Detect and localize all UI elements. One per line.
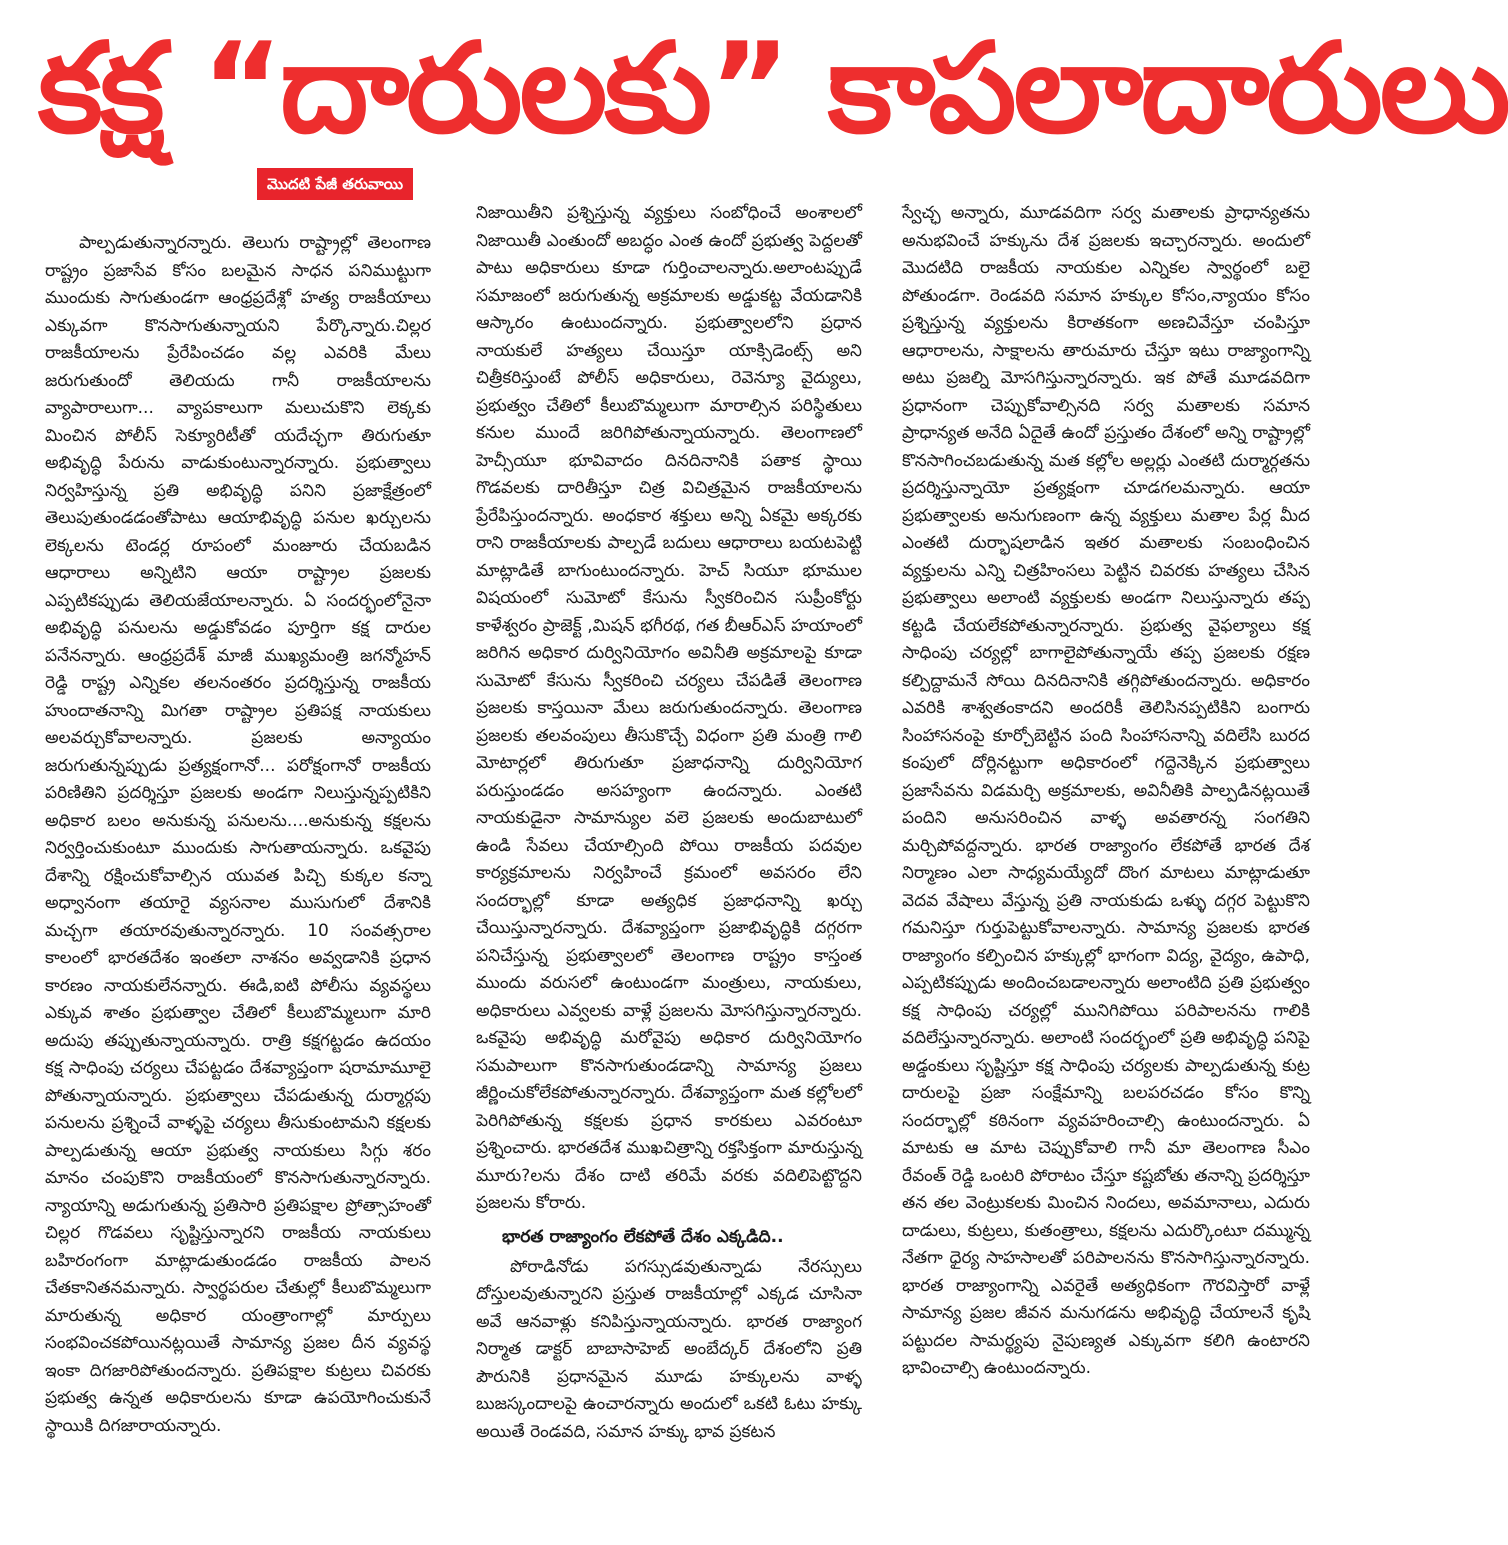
headline: కక్ష “దారులకు” కాపలాదారులు bbox=[38, 17, 1508, 161]
column1-paragraph: పాల్పడుతున్నారన్నారు. తెలుగు రాష్ట్రాల్లో తెలంగాణ రాష్ట్రం ప్రజాసేవ కోసం బలమైన సాధన పనిముట్టుగా ముందుకు సాగుతుండగా ఆంధ్రప్రదేశ్లో హత్య రాజకీయాలు ఎక్కువగా కొనసాగుతున్నాయని పేర్కొన్నారు.చిల్లర రాజకీయాలను ప్రేరేపించడం వల్ల ఎవరికి మేలు జరుగుతుందో తెలియదు గానీ రాజకీయాలను వ్యాపారాలుగా... వ్యాపకాలుగా మలుచుకొని లెక్కకు మించిన పోలీస్ సెక్యూరిటీతో యదేచ్ఛగా తిరుగుతూ అభివృద్ధి పేరును వాడుకుంటున్నారన్నారు. ప్రభుత్వాలు నిర్వహిస్తున్న ప్రతి అభివృద్ధి పనిని ప్రజాక్షేత్రంలో తెలుపుతుండడంతోపాటు ఆయాభివృద్ధి పనుల ఖర్చులను లెక్కలను టెండర్ల రూపంలో మంజూరు చేయబడిన ఆధారాలు అన్నిటిని ఆయా రాష్ట్రాల ప్రజలకు ఎప్పటికప్పుడు తెలియజేయాలన్నారు. ఏ సందర్భంలోనైనా అభివృద్ధి పనులను అడ్డుకోవడం పూర్తిగా కక్ష దారుల పనేనన్నారు. ఆంధ్రప్రదేశ్ మాజీ ముఖ్యమంత్రి జగన్మోహన్ రెడ్డి రాష్ట్ర ఎన్నికల తలనంతరం ప్రదర్శిస్తున్న రాజకీయ హుందాతనాన్ని మిగతా రాష్ట్రాల ప్రతిపక్ష నాయకులు అలవర్చుకోవాలన్నారు. ప్రజలకు అన్యాయం జరుగుతున్నప్పుడు ప్రత్యక్షంగానో... పరోక్షంగానో రాజకీయ పరిణితిని ప్రదర్శిస్తూ ప్రజలకు అండగా నిలుస్తున్నప్పటికిని అధికార బలం అనుకున్న పనులను....అనుకున్న కక్షలను నిర్వర్తించుకుంటూ ముందుకు సాగుతాయన్నారు. ఒకవైపు దేశాన్ని రక్షించుకోవాల్సిన యువత పిచ్చి కుక్కల కన్నా అధ్వానంగా తయారై వ్యసనాల ముసుగులో దేశానికి మచ్చగా తయారవుతున్నారన్నారు. 10 సంవత్సరాల కాలంలో భారతదేశం ఇంతలా నాశనం అవ్వడానికి ప్రధాన కారణం నాయకులేనన్నారు. ఈడి,ఐటి పోలీసు వ్యవస్థలు ఎక్కువ శాతం ప్రభుత్వాల చేతిలో కీలుబొమ్మలుగా మారి అదుపు తప్పుతున్నాయన్నారు. రాత్రి కక్షగట్టడం ఉదయం కక్ష సాధింపు చర్యలు చేపట్టడం దేశవ్యాప్తంగా షరామామూలై పోతున్నాయన్నారు. ప్రభుత్వాలు చేపడుతున్న దుర్మార్గపు పనులను ప్రశ్నించే వాళ్ళపై చర్యలు తీసుకుంటామని కక్షలకు పాల్పడుతున్న ఆయా ప్రభుత్వ నాయకులు సిగ్గు శరం మానం చంపుకొని రాజకీయంలో కొనసాగుతున్నారన్నారు. న్యాయాన్ని అడుగుతున్న ప్రతిసారి ప్రతిపక్షాల ప్రోత్సాహంతో చిల్లర గొడవలు సృష్టిస్తున్నారని రాజకీయ నాయకులు బహిరంగంగా మాట్లాడుతుండడం రాజకీయ పాలన చేతకానితనమన్నారు. స్వార్థపరుల చేతుల్లో కీలుబొమ్మలుగా మారుతున్న అధికార యంత్రాంగాల్లో మార్పులు సంభవించకపోయినట్లయితే సామాన్య ప్రజల దీన వ్యవస్థ ఇంకా దిగజారిపోతుందన్నారు. ప్రతిపక్షాల కుట్రలు చివరకు ప్రభుత్వ ఉన్నత అధికారులను కూడా ఉపయోగించుకునే స్థాయికి దిగజారాయన్నారు. bbox=[45, 233, 431, 1436]
column2-paragraph-after: పోరాడినోడు పగస్సుడవుతున్నాడు నేరస్సులు దోస్తులవుతున్నారని ప్రస్తుత రాజకీయాల్లో ఎక్కడ చూసినా అవే ఆనవాళ్లు కనిపిస్తున్నాయన్నారు. భారత రాజ్యాంగ నిర్మాత డాక్టర్ బాబాసాహెబ్ అంబేద్కర్ దేశంలోని ప్రతి పౌరునికి ప్రధానమైన మూడు హక్కులను వాళ్ళ బుజస్కందాలపై ఉంచారన్నారు అందులో ఒకటి ఓటు హక్కు అయితే రెండవది, సమాన హక్కు భావ ప్రకటన bbox=[476, 1256, 862, 1442]
column3-paragraph: స్వేచ్ఛ అన్నారు, మూడవదిగా సర్వ మతాలకు ప్రాధాన్యతను అనుభవించే హక్కును దేశ ప్రజలకు ఇచ్చారన్నారు. అందులో మొదటిది రాజకీయ నాయకుల ఎన్నికల స్వార్థంలో బలై పోతుండగా. రెండవది సమాన హక్కుల కోసం,న్యాయం కోసం ప్రశ్నిస్తున్న వ్యక్తులను కిరాతకంగా అణచివేస్తూ చంపిస్తూ ఆధారాలను, సాక్షాలను తారుమారు చేస్తూ ఇటు రాజ్యాంగాన్ని అటు ప్రజల్ని మోసగిస్తున్నారన్నారు. ఇక పోతే మూడవదిగా ప్రధానంగా చెప్పుకోవాల్సినది సర్వ మతాలకు సమాన ప్రాధాన్యత అనేది ఏదైతే ఉందో ప్రస్తుతం దేశంలో అన్ని రాష్ట్రాల్లో కొనసాగించబడుతున్న మత కల్లోల అల్లర్లు ఎంతటి దుర్మార్గతను ప్రదర్శిస్తున్నాయో ప్రత్యక్షంగా చూడగలమన్నారు. ఆయా ప్రభుత్వాలకు అనుగుణంగా ఉన్న వ్యక్తులు మతాల పేర్ల మీద ఎంతటి దుర్భాషలాడిన ఇతర మతాలకు సంబంధించిన వ్యక్తులను ఎన్ని చిత్రహింసలు పెట్టిన చివరకు హత్యలు చేసిన ప్రభుత్వాలు అలాంటి వ్యక్తులకు అండగా నిలుస్తున్నారు తప్ప కట్టడి చేయలేకపోతున్నారన్నారు. ప్రభుత్వ వైఫల్యాలు కక్ష సాధింపు చర్యల్లో బాగాలైపోతున్నాయే తప్ప ప్రజలకు రక్షణ కల్పిద్దామనే సోయి దినదినానికి తగ్గిపోతుందన్నారు. అధికారం ఎవరికి శాశ్వతంకాదని అందరికీ తెలిసినప్పటికిని బంగారు సింహాసనంపై కూర్చోబెట్టిన పంది సింహాసనాన్ని వదిలేసి బురద కంపులో దోర్లినట్టుగా అధికారంలో గద్దెనెక్కిన ప్రభుత్వాలు ప్రజాసేవను విడమర్చి అక్రమాలకు, అవినీతికి పాల్పడినట్లయితే పందిని అనుసరించిన వాళ్ళ అవతారన్న సంగతిని మర్చిపోవద్దన్నారు. భారత రాజ్యాంగం లేకపోతే భారత దేశ నిర్మాణం ఎలా సాధ్యమయ్యేదో దొంగ మాటలు మాట్లాడుతూ వెదవ వేషాలు వేస్తున్న ప్రతి నాయకుడు ఒళ్ళు దగ్గర పెట్టుకొని గమనిస్తూ గుర్తుపెట్టుకోవాలన్నారు. సామాన్య ప్రజలకు భారత రాజ్యాంగం కల్పించిన హక్కుల్లో భాగంగా విద్య, వైద్యం, ఉపాధి, ఎప్పటికప్పుడు అందించబడాలన్నారు అలాంటిది ప్రతి ప్రభుత్వం కక్ష సాధింపు చర్యల్లో మునిగిపోయి పరిపాలనను గాలికి వదిలేస్తున్నారన్నారు. అలాంటి సందర్భంలో ప్రతి అభివృద్ధి పనిపై అడ్డంకులు సృష్టిస్తూ కక్ష సాధింపు చర్యలకు పాల్పడుతున్న కుట్ర దారులపై ప్రజా సంక్షేమాన్ని బలపరచడం కోసం కొన్ని సందర్భాల్లో కఠినంగా వ్యవహరించాల్సి ఉంటుందన్నారు. ఏ మాటకు ఆ మాట చెప్పుకోవాలి గానీ మా తెలంగాణ సీఎం రేవంత్ రెడ్డి ఒంటరి పోరాటం చేస్తూ కష్టబోతు తనాన్ని ప్రదర్శిస్తూ తన తల వెంట్రుకలకు మించిన నిందలు, అవమానాలు, ఎదురు దాడులు, కుట్రలు, కుతంత్రాలు, కక్షలను ఎదుర్కొంటూ దమ్మున్న నేతగా ధైర్య సాహసాలతో పరిపాలనను కొనసాగిస్తున్నారన్నారు. భారత రాజ్యాంగాన్ని ఎవరైతే అత్యధికంగా గౌరవిస్తారో వాళ్లే సామాన్య ప్రజల జీవన మనుగడను అభివృద్ధి చేయాలనే కృషి పట్టుదల సామర్థ్యపు నైపుణ్యత ఎక్కువగా కలిగి ఉంటారని భావించాల్సి ఉంటుందన్నారు. bbox=[902, 203, 1310, 1378]
subheading: భారత రాజ్యాంగం లేకపోతే దేశం ఎక్కడిది.. bbox=[502, 1226, 784, 1247]
article-column-3 bbox=[902, 200, 1310, 1512]
column2-paragraph: నిజాయితీని ప్రశ్నిస్తున్న వ్యక్తులు సంబోధించే అంశాలలో నిజాయితీ ఎంతుందో అబద్ధం ఎంత ఉందో ప్రభుత్వ పెద్దలతో పాటు అధికారులు కూడా గుర్తించాలన్నారు.అలాంటప్పుడే సమాజంలో జరుగుతున్న అక్రమాలకు అడ్డుకట్ట వేయడానికి ఆస్కారం ఉంటుందన్నారు. ప్రభుత్వాలలోని ప్రధాన నాయకులే హత్యలు చేయిస్తూ యాక్సిడెంట్స్ అని చిత్రీకరిస్తుంటే పోలీస్ అధికారులు, రెవెన్యూ వైద్యులు, ప్రభుత్వం చేతిలో కీలుబొమ్మలుగా మారాల్సిన పరిస్థితులు కనుల ముందే జరిగిపోతున్నాయన్నారు. తెలంగాణలో హెచ్సీయూ భూవివాదం దినదినానికి పతాక స్థాయి గొడవలకు దారితీస్తూ చిత్ర విచిత్రమైన రాజకీయాలను ప్రేరేపిస్తుందన్నారు. అంధకార శక్తులు అన్ని ఏకమై అక్కరకు రాని రాజకీయాలకు పాల్పడే బదులు ఆధారాలు బయటపెట్టి మాట్లాడితే బాగుంటుందన్నారు. హెచ్ సియూ భూముల విషయంలో సుమోటో కేసును స్వీకరించిన సుప్రీంకోర్టు కాళేశ్వరం ప్రాజెక్ట్ ,మిషన్ భగీరథ, గత బీఆర్ఎస్ హయాంలో జరిగిన అధికార దుర్వినియోగం అవినీతి అక్రమాలపై కూడా సుమోటో కేసును స్వీకరించి చర్యలు చేపడితే తెలంగాణ ప్రజలకు కాస్తయినా మేలు జరుగుతుందన్నారు. తెలంగాణ ప్రజలకు తలవంపులు తీసుకొచ్చే విధంగా ప్రతి మంత్రి గాలి మోటార్లలో తిరుగుతూ ప్రజాధనాన్ని దుర్వినియోగ పరుస్తుండడం అసహ్యంగా ఉందన్నారు. ఎంతటి నాయకుడైనా సామాన్యుల వలె ప్రజలకు అందుబాటులో ఉండి సేవలు చేయాల్సింది పోయి రాజకీయ పదవుల కార్యక్రమాలను నిర్వహించే క్రమంలో అవసరం లేని సందర్భాల్లో కూడా అత్యధిక ప్రజాధనాన్ని ఖర్చు చేయిస్తున్నారన్నారు. దేశవ్యాప్తంగా ప్రజాభివృద్ధికి దగ్గరగా పనిచేస్తున్న ప్రభుత్వాలలో తెలంగాణ రాష్ట్రం కాస్తంత ముందు వరుసలో ఉంటుండగా మంత్రులు, నాయకులు, అధికారులు ఎవ్వలకు వాళ్లే ప్రజలను మోసగిస్తున్నారన్నారు. ఒకవైపు అభివృద్ధి మరోవైపు అధికార దుర్వినియోగం సమపాలుగా కొనసాగుతుండడాన్ని సామాన్య ప్రజలు జీర్ణించుకోలేకపోతున్నారన్నారు. దేశవ్యాప్తంగా మత కల్లోలలో పెరిగిపోతున్న కక్షలకు ప్రధాన కారకులు ఎవరంటూ ప్రశ్నించారు. భారతదేశ ముఖచిత్రాన్ని రక్తసిక్తంగా మారుస్తున్న మూరు?లను దేశం దాటి తరిమే వరకు వదిలిపెట్టొద్దని ప్రజలను కోరారు. bbox=[476, 203, 862, 1213]
continued-tag: మొదటి పేజీ తరువాయి bbox=[257, 168, 413, 200]
article-column-2 bbox=[476, 200, 862, 1512]
article-column-1 bbox=[45, 230, 431, 1542]
